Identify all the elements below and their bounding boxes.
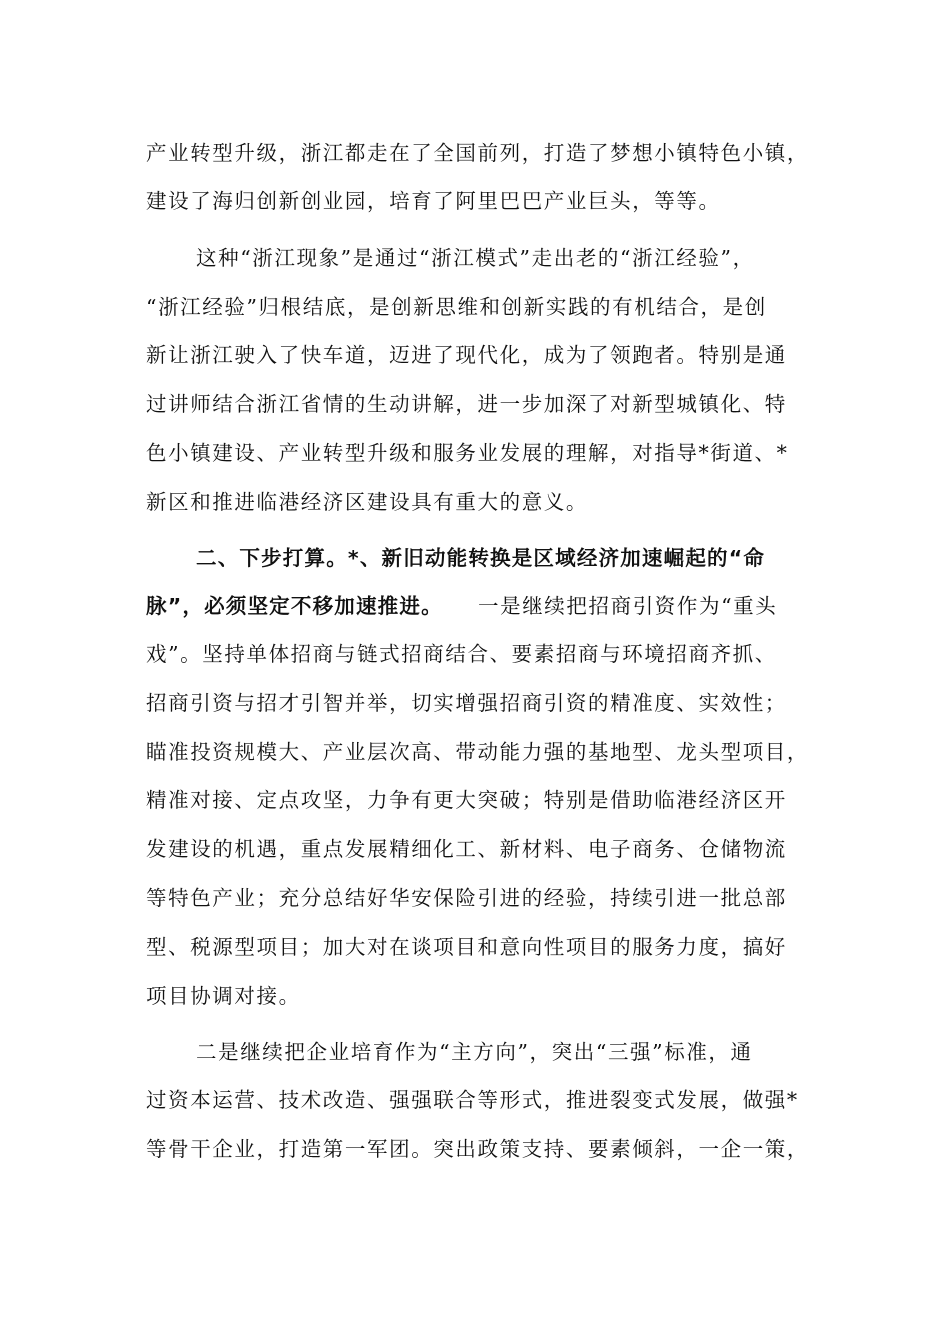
text-line-10: 一是继续把招商引资作为“重头 xyxy=(478,594,778,618)
section-heading-line-1: 二、下步打算。*、新旧动能转换是区域经济加速崛起的“命 xyxy=(196,546,766,570)
text-line-19: 二是继续把企业培育作为“主方向”，突出“三强”标准，通 xyxy=(196,1040,753,1064)
text-line-3: 这种“浙江现象”是通过“浙江模式”走出老的“浙江经验”， xyxy=(196,246,755,270)
text-line-13: 瞄准投资规模大、产业层次高、带动能力强的基地型、龙头型项目， xyxy=(146,740,809,764)
text-line-1: 产业转型升级，浙江都走在了全国前列，打造了梦想小镇特色小镇， xyxy=(146,141,809,165)
section-heading-line-2: 脉”，必须坚定不移加速推进。 xyxy=(146,594,443,618)
text-line-16: 等特色产业；充分总结好华安保险引进的经验，持续引进一批总部 xyxy=(146,886,787,910)
text-line-14: 精准对接、定点攻坚，力争有更大突破；特别是借助临港经济区开 xyxy=(146,788,787,812)
text-line-11: 戏”。坚持单体招商与链式招商结合、要素招商与环境招商齐抓、 xyxy=(146,642,777,666)
text-line-20: 过资本运营、技术改造、强强联合等形式，推进裂变式发展，做强* xyxy=(146,1088,799,1112)
text-line-21: 等骨干企业，打造第一军团。突出政策支持、要素倾斜，一企一策， xyxy=(146,1137,809,1161)
text-line-15: 发建设的机遇，重点发展精细化工、新材料、电子商务、仓储物流 xyxy=(146,837,787,861)
text-line-17: 型、税源型项目；加大对在谈项目和意向性项目的服务力度，搞好 xyxy=(146,935,787,959)
text-line-7: 色小镇建设、产业转型升级和服务业发展的理解，对指导*街道、* xyxy=(146,441,789,465)
text-line-6: 过讲师结合浙江省情的生动讲解，进一步加深了对新型城镇化、特 xyxy=(146,392,787,416)
text-line-5: 新让浙江驶入了快车道，迈进了现代化，成为了领跑者。特别是通 xyxy=(146,343,787,367)
text-line-2: 建设了海归创新创业园，培育了阿里巴巴产业巨头，等等。 xyxy=(146,189,721,213)
text-line-4: “浙江经验”归根结底，是创新思维和创新实践的有机结合，是创 xyxy=(146,295,767,319)
text-line-18: 项目协调对接。 xyxy=(146,984,301,1008)
text-line-8: 新区和推进临港经济区建设具有重大的意义。 xyxy=(146,490,588,514)
text-line-12: 招商引资与招才引智并举，切实增强招商引资的精准度、实效性； xyxy=(146,691,787,715)
